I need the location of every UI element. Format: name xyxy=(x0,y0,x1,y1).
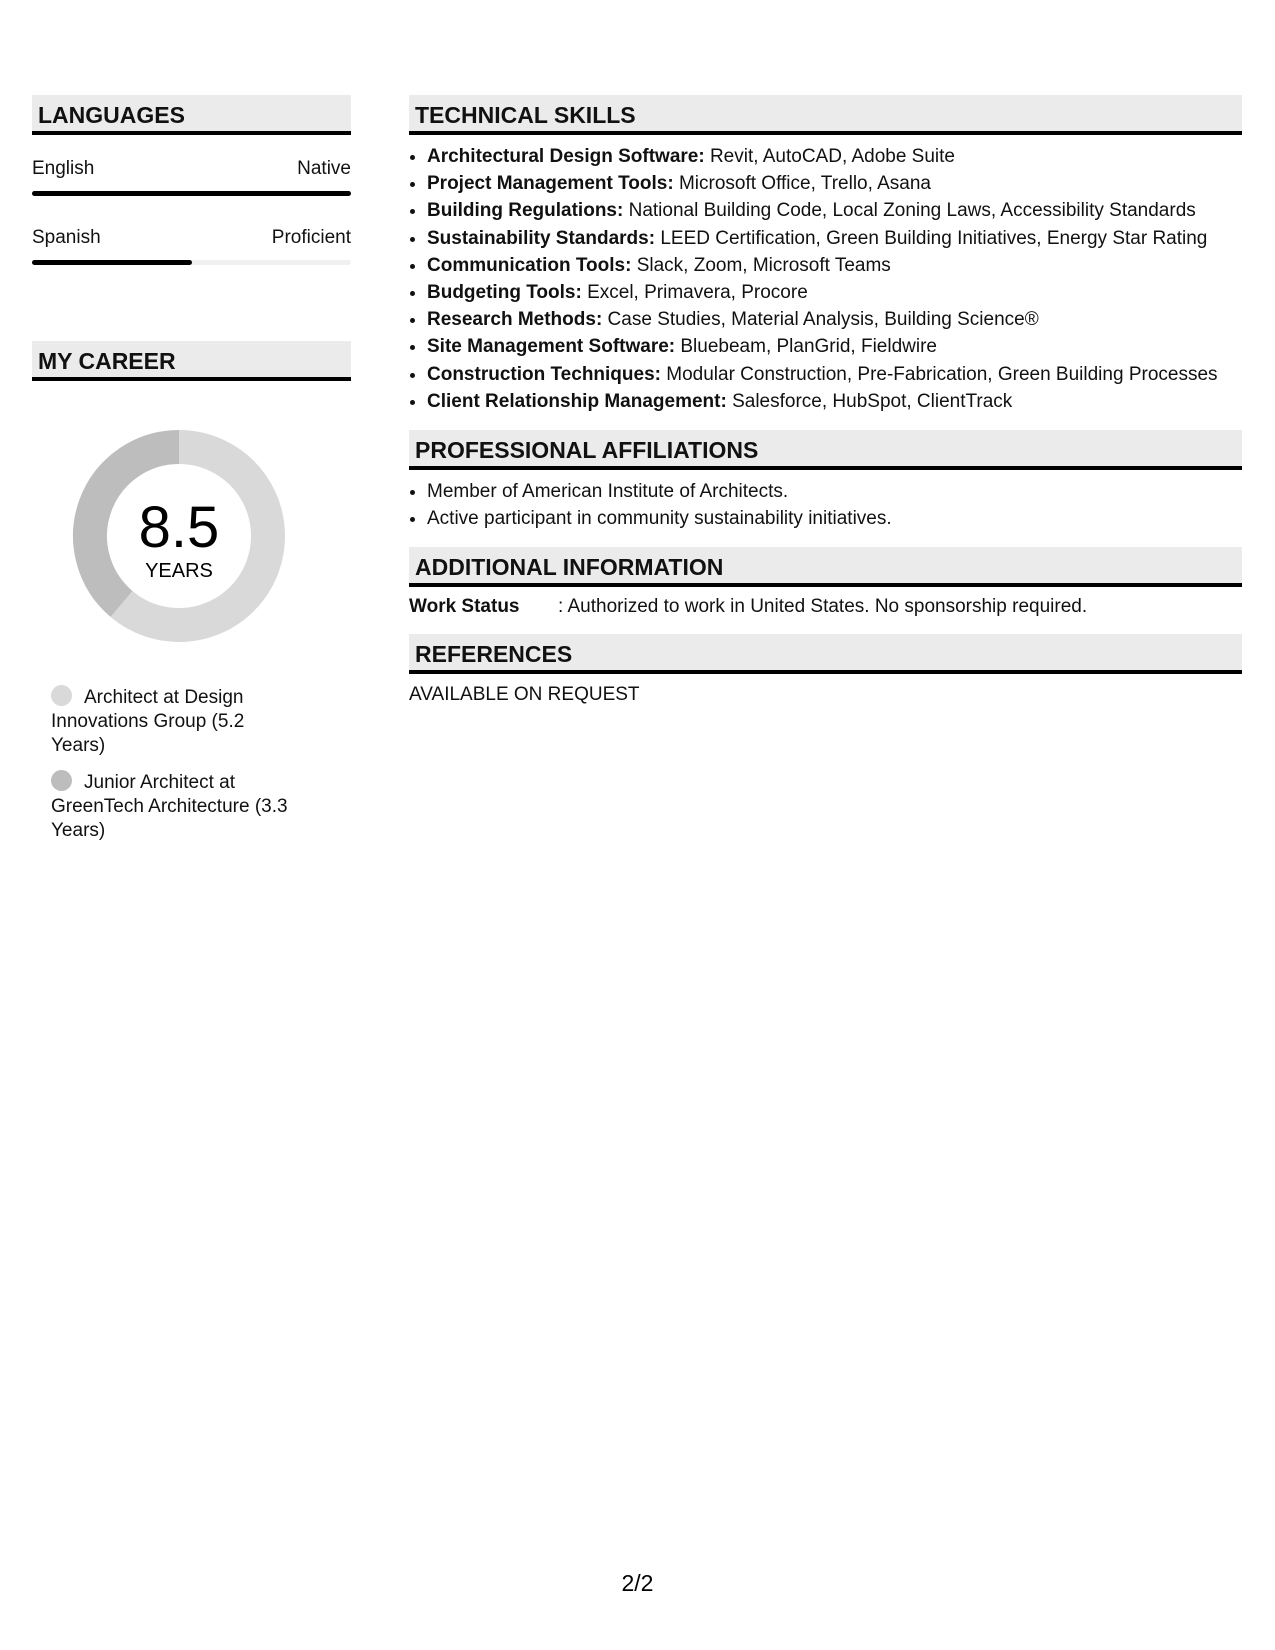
skill-value: National Building Code, Local Zoning Laws, Accessibility Standards xyxy=(623,200,1196,222)
additional-information-section xyxy=(409,547,1242,619)
language-proficiency-fill xyxy=(32,191,351,196)
references-header: REFERENCES xyxy=(409,634,1242,674)
skill-value: Slack, Zoom, Microsoft Teams xyxy=(631,254,891,276)
skill-label: Communication Tools: xyxy=(427,254,632,276)
skill-value: Bluebeam, PlanGrid, Fieldwire xyxy=(675,336,937,358)
career-donut-chart xyxy=(66,423,292,649)
skill-label: Research Methods: xyxy=(427,309,603,331)
technical-skills-section xyxy=(409,95,1242,415)
language-level: Proficient xyxy=(271,227,351,248)
skill-item xyxy=(427,197,1242,224)
career-total-years: 8.5 xyxy=(138,495,220,560)
skill-item xyxy=(427,225,1242,252)
languages-section xyxy=(32,95,351,265)
affiliation-item: • Member of American Institute of Architects. xyxy=(427,478,1242,505)
work-status-value: : Authorized to work in United States. No sponsorship required. xyxy=(558,596,1088,618)
skill-item xyxy=(427,388,1242,415)
career-header: MY CAREER xyxy=(32,341,351,381)
legend-label: Junior Architect at GreenTech Architecture (3.3 Years) xyxy=(51,772,288,841)
skill-value: Salesforce, HubSpot, ClientTrack xyxy=(726,390,1013,412)
language-proficiency-bar xyxy=(32,260,351,265)
technical-skills-header: TECHNICAL SKILLS xyxy=(409,95,1242,135)
career-total-label: YEARS xyxy=(145,560,213,582)
legend-item xyxy=(51,770,302,843)
skill-item xyxy=(427,279,1242,306)
skill-item xyxy=(427,170,1242,197)
skill-value: Case Studies, Material Analysis, Building Science® xyxy=(602,309,1039,331)
skill-item xyxy=(427,333,1242,360)
skill-label: Building Regulations: xyxy=(427,200,624,222)
skill-label: Sustainability Standards: xyxy=(427,227,656,249)
skill-item xyxy=(427,143,1242,170)
references-section xyxy=(409,634,1242,707)
right-column xyxy=(409,95,1242,707)
language-item-spanish xyxy=(32,226,351,265)
affiliations-list xyxy=(409,478,1242,532)
skill-label: Client Relationship Management: xyxy=(427,390,727,412)
career-legend xyxy=(32,685,302,843)
skill-label: Site Management Software: xyxy=(427,336,676,358)
language-level: Native xyxy=(297,158,351,179)
skill-item xyxy=(427,306,1242,333)
skill-value: Excel, Primavera, Procore xyxy=(581,282,808,304)
professional-affiliations-section xyxy=(409,430,1242,532)
technical-skills-list xyxy=(409,143,1242,415)
affiliations-header: PROFESSIONAL AFFILIATIONS xyxy=(409,430,1242,470)
additional-info-header: ADDITIONAL INFORMATION xyxy=(409,547,1242,587)
language-name: Spanish xyxy=(32,227,101,248)
legend-dot xyxy=(51,685,72,706)
skill-value: Microsoft Office, Trello, Asana xyxy=(673,173,931,195)
work-status-row xyxy=(409,595,1242,619)
language-proficiency-bar xyxy=(32,191,351,196)
work-status-label: Work Status xyxy=(409,596,520,618)
skill-label: Architectural Design Software: xyxy=(427,146,705,167)
language-name: English xyxy=(32,158,95,179)
skill-label: Project Management Tools: xyxy=(427,173,674,195)
legend-label: Architect at Design Innovations Group (5.2 Years) xyxy=(51,687,245,756)
affiliation-item: • Active participant in community sustainability initiatives. xyxy=(427,505,1242,532)
page-number: 2/2 xyxy=(621,1570,654,1596)
career-section xyxy=(32,341,351,843)
left-column xyxy=(32,95,351,855)
skill-value: Revit, AutoCAD, Adobe Suite xyxy=(704,146,955,167)
languages-header: LANGUAGES xyxy=(32,95,351,135)
skill-label: Budgeting Tools: xyxy=(427,282,582,304)
skill-value: Modular Construction, Pre-Fabrication, Green Building Processes xyxy=(660,363,1218,385)
skill-item xyxy=(427,361,1242,388)
legend-dot xyxy=(51,770,72,791)
skill-item xyxy=(427,252,1242,279)
language-item-english xyxy=(32,157,351,196)
skill-label: Construction Techniques: xyxy=(427,363,661,385)
references-text: AVAILABLE ON REQUEST xyxy=(409,684,640,706)
skill-value: LEED Certification, Green Building Initiatives, Energy Star Rating xyxy=(655,227,1208,249)
language-proficiency-fill xyxy=(32,260,192,265)
legend-item xyxy=(51,685,302,758)
